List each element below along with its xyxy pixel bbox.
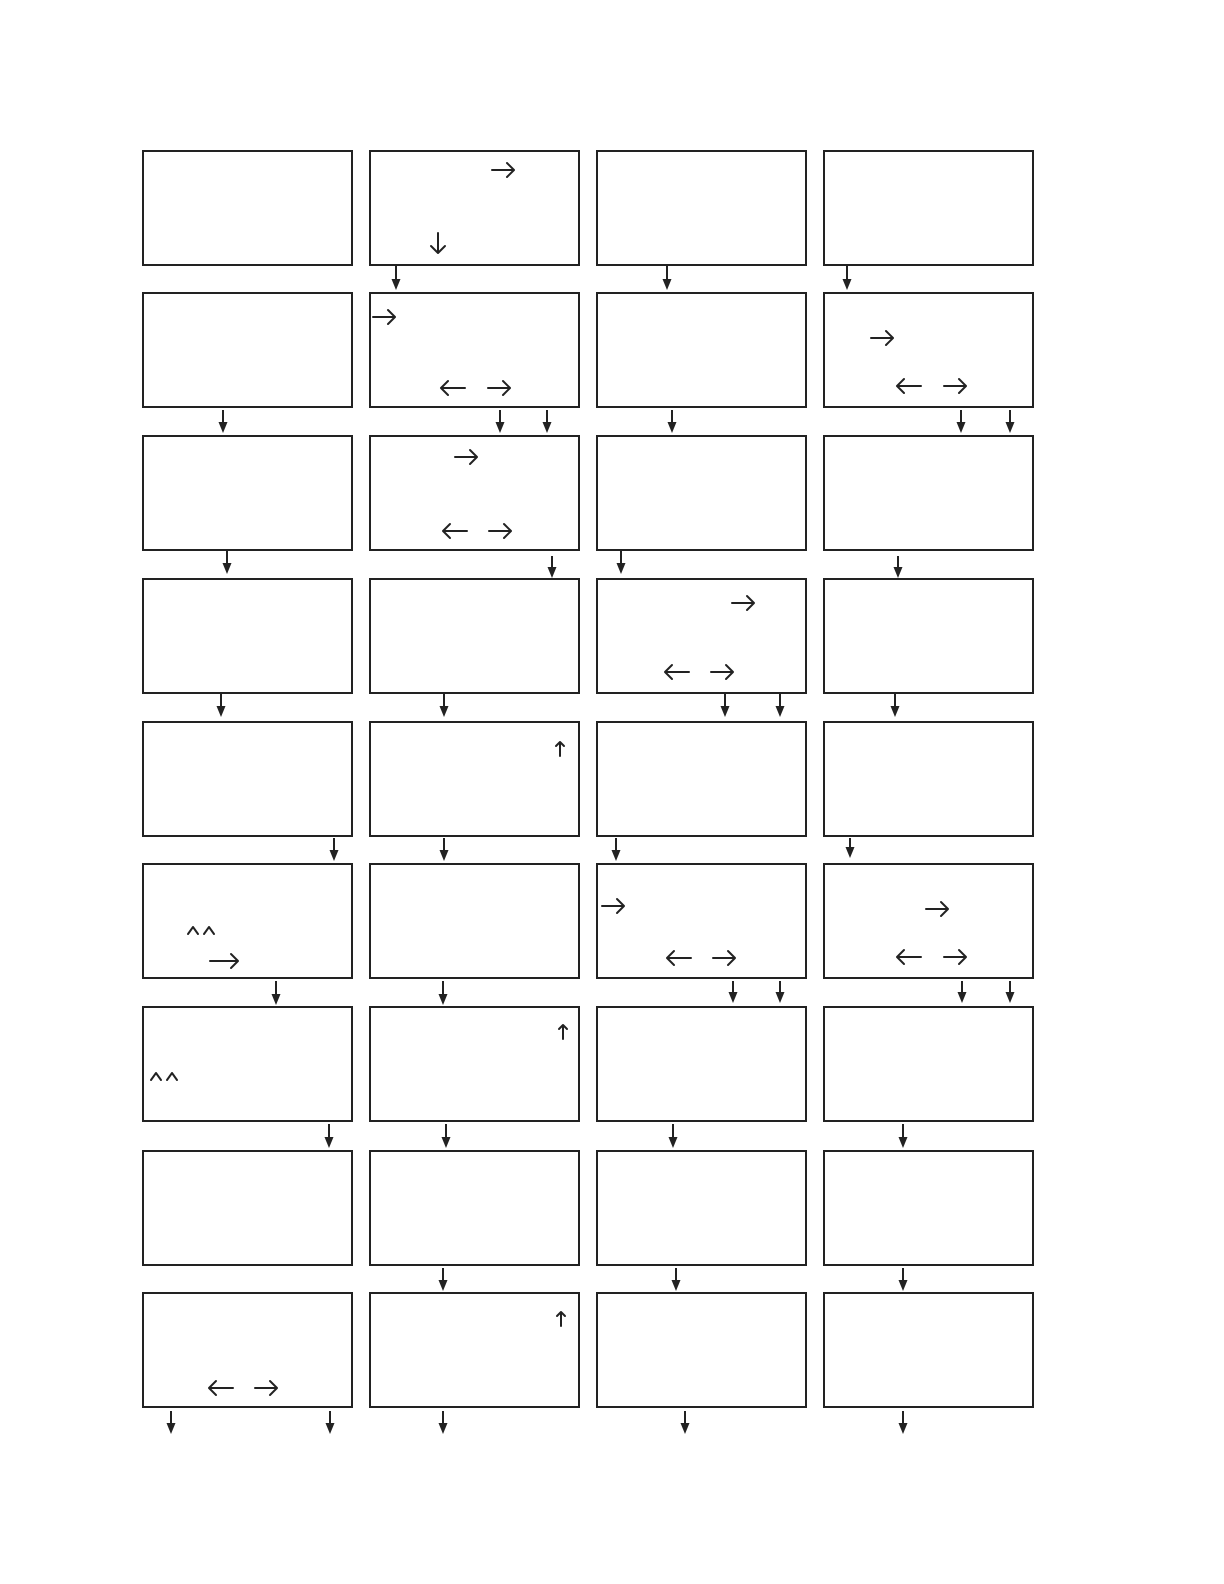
arrow-down-connector-icon (663, 266, 672, 290)
panel-r4c2 (370, 579, 579, 693)
arrow-down-connector-icon (217, 694, 226, 717)
arrow-down-connector-icon (167, 1411, 176, 1434)
panel-r6c2 (370, 864, 579, 978)
panel-r9c4 (824, 1293, 1033, 1407)
arrow-down-connector-icon (899, 1268, 908, 1291)
arrow-down-connector-icon (496, 410, 505, 433)
panel-r9c3 (597, 1293, 806, 1407)
arrow-down-connector-icon (776, 981, 785, 1003)
arrow-down-connector-icon (846, 838, 855, 858)
panel-r5c4 (824, 722, 1033, 836)
panel-r2c1 (143, 293, 352, 407)
panel-r2c4 (824, 293, 1033, 407)
arrow-down-connector-icon (672, 1268, 681, 1291)
arrow-down-connector-icon (958, 981, 967, 1003)
arrow-down-connector-icon (681, 1411, 690, 1434)
arrow-down-connector-icon (219, 410, 228, 433)
arrow-down-connector-icon (440, 694, 449, 717)
panel-r4c1 (143, 579, 352, 693)
arrow-down-connector-icon (325, 1124, 334, 1148)
panel-r3c1 (143, 436, 352, 550)
panel-r5c2 (370, 722, 579, 836)
panel-r8c1 (143, 1151, 352, 1265)
arrow-down-connector-icon (439, 981, 448, 1005)
panel-r4c3 (597, 579, 806, 693)
panel-r7c4 (824, 1007, 1033, 1121)
panel-r7c3 (597, 1007, 806, 1121)
panel-r6c1 (143, 864, 352, 978)
arrow-down-connector-icon (843, 266, 852, 290)
arrow-down-connector-icon (1006, 981, 1015, 1003)
panel-r5c1 (143, 722, 352, 836)
arrow-down-connector-icon (894, 556, 903, 578)
arrow-down-connector-icon (669, 1124, 678, 1148)
panel-r1c4 (824, 151, 1033, 265)
panel-r7c2 (370, 1007, 579, 1121)
arrow-down-connector-icon (439, 1268, 448, 1291)
arrow-down-connector-icon (617, 550, 626, 574)
arrow-down-connector-icon (543, 410, 552, 433)
arrow-down-connector-icon (729, 981, 738, 1003)
arrow-down-connector-icon (668, 410, 677, 433)
panel-r4c4 (824, 579, 1033, 693)
panel-r1c3 (597, 151, 806, 265)
arrow-down-connector-icon (548, 556, 557, 578)
panel-r3c3 (597, 436, 806, 550)
panel-grid (143, 151, 1033, 1407)
arrow-down-connector-icon (392, 266, 401, 290)
panel-r6c3 (597, 864, 806, 978)
arrow-down-connector-icon (223, 550, 232, 574)
panel-r7c1 (143, 1007, 352, 1121)
panel-r1c2 (370, 151, 579, 265)
arrow-down-connector-icon (899, 1411, 908, 1434)
arrow-down-connector-icon (612, 838, 621, 861)
arrow-down-connector-icon (442, 1124, 451, 1148)
arrow-down-connector-icon (899, 1124, 908, 1148)
arrow-down-connector-icon (272, 981, 281, 1005)
arrow-down-connector-icon (1006, 410, 1015, 433)
arrow-down-connector-icon (957, 410, 966, 433)
arrow-down-connector-icon (721, 694, 730, 717)
panel-r6c4 (824, 864, 1033, 978)
panel-r1c1 (143, 151, 352, 265)
arrow-down-connector-icon (891, 694, 900, 717)
panel-r8c3 (597, 1151, 806, 1265)
arrow-down-connector-icon (326, 1411, 335, 1434)
panel-r8c4 (824, 1151, 1033, 1265)
panel-r2c3 (597, 293, 806, 407)
panel-r5c3 (597, 722, 806, 836)
arrow-down-connector-icon (440, 838, 449, 861)
arrow-down-connector-icon (330, 838, 339, 861)
arrow-down-connector-icon (776, 694, 785, 717)
arrow-down-connector-icon (439, 1411, 448, 1434)
panel-r8c2 (370, 1151, 579, 1265)
panel-r3c4 (824, 436, 1033, 550)
panel-r9c1 (143, 1293, 352, 1407)
panel-r9c2 (370, 1293, 579, 1407)
panel-r2c2 (370, 293, 579, 407)
